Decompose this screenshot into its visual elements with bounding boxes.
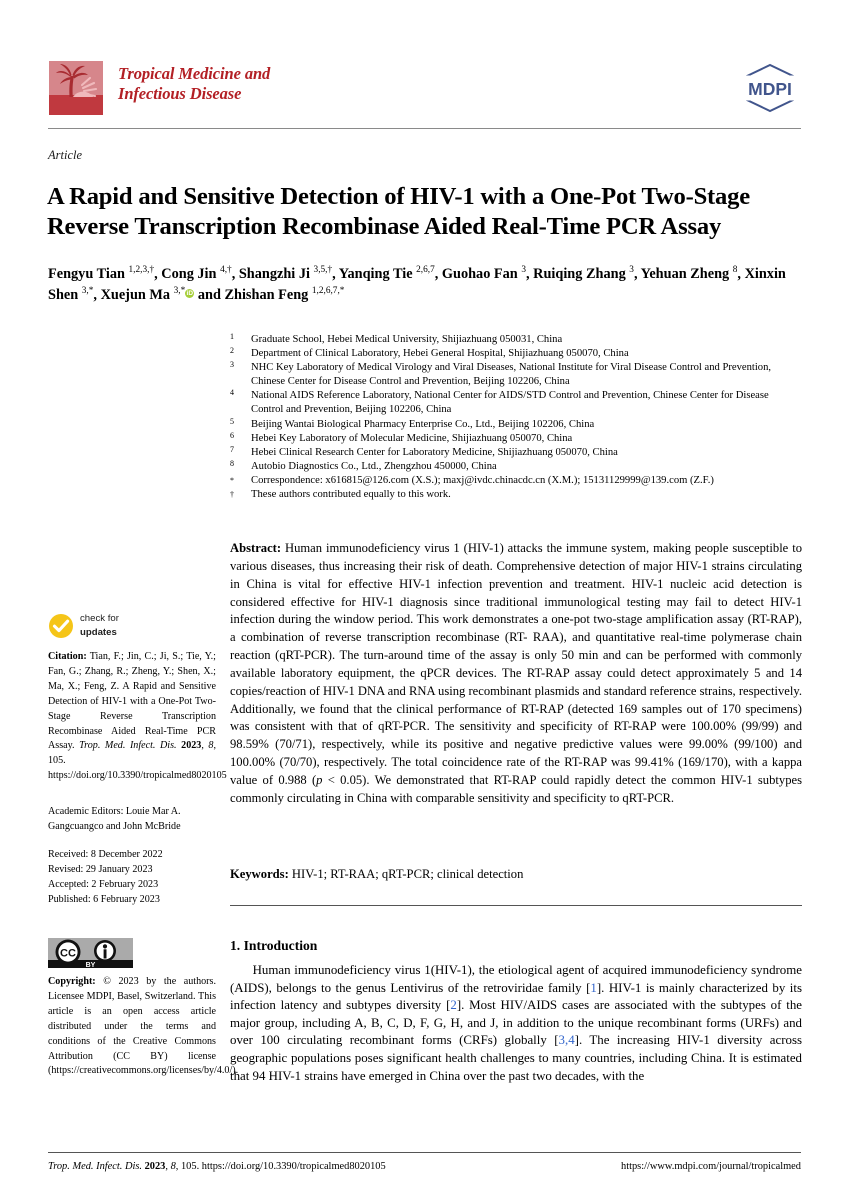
orcid-icon[interactable]: iD	[186, 290, 194, 297]
header-divider	[48, 128, 801, 129]
affiliation-row	[230, 347, 802, 361]
check-for-updates-label	[80, 612, 119, 639]
mdpi-logo-text: MDPI	[748, 79, 792, 99]
affiliation-text: These authors contributed equally to this work.	[251, 489, 451, 501]
citation-sep: ,	[201, 740, 209, 752]
cc-by-svg	[48, 938, 133, 968]
author-list	[48, 264, 803, 306]
author-affiliation-marks: 8	[732, 265, 738, 276]
publication-dates	[48, 848, 216, 908]
affiliation-text: NHC Key Laboratory of Medical Virology and Viral Diseases, National Institute for Viral Disease Control and Prevention, Chinese Center for Disease Control and Prevention, Beijing 102206, China	[251, 362, 772, 388]
keywords-divider	[230, 905, 802, 906]
author-separator: ,	[332, 266, 339, 282]
citation-label: Citation:	[48, 651, 87, 662]
affiliation-marker: 1	[230, 332, 234, 341]
affiliation-marker: 5	[230, 416, 234, 426]
cfu-line2: updates	[80, 626, 117, 638]
footer-divider	[48, 1152, 801, 1153]
paragraph-indent	[230, 963, 253, 977]
author-name: Cong Jin	[161, 266, 221, 282]
cc-text: CC	[60, 947, 76, 960]
affiliation-text: National AIDS Reference Laboratory, National Center for AIDS/STD Control and Prevention, Chinese Center for Disease Control and Prevention, Beijing 102206, China	[251, 390, 769, 416]
author-separator: ,	[737, 266, 745, 282]
author-affiliation-marks: 1,2,6,7,*	[311, 286, 345, 297]
affiliation-list	[230, 333, 802, 502]
affiliation-text: Graduate School, Hebei Medical University, Shijiazhuang 050031, China	[251, 334, 563, 345]
reference-link-3[interactable]: 3,4	[558, 1033, 575, 1048]
check-circle-icon	[48, 613, 74, 639]
journal-masthead	[48, 60, 801, 122]
journal-name-line2: Infectious Disease	[118, 84, 242, 103]
reference-link-1[interactable]: 1	[590, 980, 597, 995]
citation-volume: 8	[208, 740, 214, 752]
intro-text-1: Human immunodeficiency virus 1(HIV-1), the etiological agent of acquired immunodeficiency syndrome (AIDS), belongs to the genus Lentivirus of the retroviridae family [	[230, 963, 802, 995]
footer-year: 2023	[144, 1161, 166, 1172]
author-name: Xuejun Ma	[100, 287, 174, 303]
author-affiliation-marks: 3,*	[173, 286, 186, 297]
citation-block	[48, 650, 227, 784]
intro-text-3: ]. Most HIV/AIDS cases are associated with the subtypes of the major group, including A, B, C, D, F, G, H, and J, in addition to the unique recombinant forms (URFs) and over 100 circulating recombinant forms (CRFs) globally [	[230, 998, 802, 1048]
affiliation-marker: *	[230, 475, 234, 485]
author-name: Ruiqing Zhang	[533, 266, 630, 282]
affiliation-row	[230, 389, 802, 417]
footer-volume: 8	[170, 1161, 176, 1172]
affiliation-text: Hebei Key Laboratory of Molecular Medicine, Shijiazhuang 050070, China	[251, 432, 573, 444]
reference-link-2[interactable]: 2	[450, 998, 457, 1013]
author-affiliation-marks: 2,6,7	[416, 265, 435, 276]
journal-name-line1: Tropical Medicine and	[118, 64, 271, 83]
copyright-text: © 2023 by the authors. Licensee MDPI, Basel, Switzerland. This article is an open access article distributed under the terms and conditions of the Creative Commons Attribution (CC BY) license (https://creativecommons.org/licenses/by/4.0/).	[48, 976, 239, 1077]
affiliation-marker: 6	[230, 430, 234, 440]
affiliation-text: Hebei Clinical Research Center for Laboratory Medicine, Shijiazhuang 050070, China	[251, 446, 618, 458]
check-circle-svg	[48, 613, 74, 639]
affiliation-row	[230, 460, 802, 474]
article-type-label: Article	[48, 148, 83, 162]
author-separator: ,	[434, 266, 442, 282]
affiliation-row	[230, 333, 802, 347]
affiliation-row	[230, 418, 802, 432]
abstract-text-continued: < 0.05). We demonstrated that RT-RAP could rapidly detect the common HIV-1 subtypes commonly circulating in China with comparable sensitivity and specificity to qRT-PCR.	[230, 772, 802, 805]
affiliation-text: Autobio Diagnostics Co., Ltd., Zhengzhou 450000, China	[251, 460, 497, 472]
intro-text-2: ]. HIV-1 is mainly characterized by its infection latency and subtypes diversity [	[230, 980, 802, 1013]
check-for-updates-badge[interactable]	[48, 612, 168, 642]
author-affiliation-marks: 3,*	[81, 286, 94, 297]
footer-citation	[48, 1160, 386, 1174]
author-separator: ,	[93, 287, 101, 303]
affiliation-row	[230, 488, 802, 502]
affiliation-marker: 3	[230, 360, 234, 370]
publication-date-line: Published: 6 February 2023	[48, 893, 160, 905]
page-title: A Rapid and Sensitive Detection of HIV-1 with a One-Pot Two-Stage Reverse Transcription Recombinase Aided Real-Time PCR Assay	[47, 183, 750, 241]
keywords	[230, 866, 802, 884]
affiliation-row	[230, 432, 802, 446]
footer-journal-url[interactable]: https://www.mdpi.com/journal/tropicalmed	[621, 1161, 801, 1172]
introduction-paragraph	[230, 962, 802, 1085]
publication-date-line: Accepted: 2 February 2023	[48, 878, 159, 890]
footer-sep: ,	[165, 1161, 171, 1172]
publication-date-line: Revised: 29 January 2023	[48, 863, 153, 875]
citation-text: Tian, F.; Jin, C.; Ji, S.; Tie, Y.; Fan, G.; Zhang, R.; Zheng, Y.; Shen, X.; Ma, X.; Feng, Z. A Rapid and Sensitive Detection of HIV-1 with a One-Pot Two-Stage Reverse Transcription Recombinase Aided Real-Time PCR Assay.	[48, 651, 216, 752]
keywords-text: HIV-1; RT-RAA; qRT-PCR; clinical detection	[288, 867, 524, 881]
mdpi-logo-svg	[739, 62, 801, 114]
affiliation-row	[230, 474, 802, 488]
academic-editors: Academic Editors: Louie Mar A. Gangcuangco and John McBride	[48, 806, 181, 832]
palm-tree-svg	[49, 61, 103, 115]
abstract	[230, 540, 802, 808]
footer-journal-name: Trop. Med. Infect. Dis.	[48, 1161, 145, 1172]
author-affiliation-marks: 3	[521, 265, 526, 276]
cfu-line1: check for	[80, 613, 119, 624]
affiliation-text: Beijing Wantai Biological Pharmacy Enterprise Co., Ltd., Beijing 102206, China	[251, 418, 595, 430]
affiliation-row	[230, 361, 802, 389]
citation-year: 2023	[181, 740, 202, 752]
author-name: Xinxin Shen	[48, 266, 786, 303]
citation-page: , 105.	[48, 740, 216, 767]
creative-commons-by-icon[interactable]	[48, 938, 133, 968]
publication-date-line: Received: 8 December 2022	[48, 849, 163, 860]
author-name: Fengyu Tian	[48, 266, 129, 282]
author-name: Shangzhi Ji	[238, 266, 314, 282]
affiliation-row	[230, 446, 802, 460]
author-affiliation-marks: 3	[629, 265, 634, 276]
palm-tree-sunset-icon	[48, 60, 104, 116]
author-separator: ,	[154, 266, 162, 282]
journal-name	[118, 64, 270, 104]
citation-journal: Trop. Med. Infect. Dis.	[79, 740, 182, 752]
affiliation-marker: 7	[230, 444, 234, 454]
affiliation-marker: 2	[230, 346, 234, 356]
section-heading-introduction: 1. Introduction	[230, 938, 318, 953]
citation-doi[interactable]: https://doi.org/10.3390/tropicalmed8020105	[48, 770, 227, 782]
footer-doi[interactable]: , 105. https://doi.org/10.3390/tropicalmed8020105	[175, 1161, 386, 1172]
affiliation-marker: †	[230, 490, 234, 500]
author-separator: ,	[231, 266, 239, 282]
author-affiliation-marks: 3,5,†	[313, 265, 333, 276]
author-separator: and	[194, 287, 225, 303]
keywords-label: Keywords:	[230, 867, 289, 881]
author-affiliation-marks: 4,†	[220, 265, 232, 276]
affiliation-marker: 8	[230, 458, 234, 468]
by-text: BY	[85, 962, 96, 968]
author-name: Yehuan Zheng	[640, 266, 733, 282]
abstract-text: Human immunodeficiency virus 1 (HIV-1) attacks the immune system, making people susceptible to various diseases, thus increasing their risk of death. Comprehensive detection of major HIV-1 strains circulating in China is vital for effective HIV-1 infection prevention and treatment. HIV-1 nucleic acid detection is considered effective for HIV-1 diagnosis since traditional immunological testing may fail to detect HIV-1 infection during the window period. This work demonstrates a one-pot two-stage amplification assay (RT-RAP), a combination of reverse transcription recombinase (RT- RAA), and quantitative real-time polymerase chain reaction (qRT-PCR). The turn-around time of the assay is only 50 min and can be performed with commonly available laboratory equipment, the qPCR devices. The RT-RAP assay could detect approximately 5 and 14 copies/reaction of HIV-1 DNA and RNA using recombinant plasmids and standard reference strains, respectively. Additionally, we found that the clinical performance of RT-RAP (detected 169 samples out of 170 specimens) was consistent with that of qRT-PCR. The sensitivity and specificity of RT-RAP were 100.00% (99/99) and 98.59% (70/71), respectively, while its positive and negative predictive values were 99.00% (99/100) and 100.00% (70/70), respectively. The total coincidence rate of the RT-RAP was 99.41% (169/170), with a kappa value of 0.988 (	[230, 541, 802, 787]
copyright-block	[48, 975, 239, 1079]
abstract-p-value-symbol: p	[316, 772, 323, 787]
intro-text-4: ]. The increasing HIV-1 diversity across geographic populations poses significant health challenges to many countries, including China. It is estimated that 94 HIV-1 strains have emerged in China over the past two decades, with the	[230, 1033, 802, 1083]
author-name: Guohao Fan	[441, 266, 522, 282]
author-name: Zhishan Feng	[224, 287, 312, 303]
abstract-label: Abstract:	[230, 541, 282, 555]
author-separator: ,	[633, 266, 641, 282]
author-separator: ,	[525, 266, 534, 282]
affiliation-text: Correspondence: x616815@126.com (X.S.); maxj@ivdc.chinacdc.cn (X.M.); 15131129999@139.com (Z.F.)	[251, 474, 714, 486]
affiliation-text: Department of Clinical Laboratory, Hebei General Hospital, Shijiazhuang 050070, China	[251, 348, 629, 360]
author-name: Yanqing Tie	[338, 266, 417, 282]
mdpi-logo	[739, 62, 801, 114]
copyright-label: Copyright:	[48, 976, 96, 987]
affiliation-marker: 4	[230, 388, 234, 398]
author-affiliation-marks: 1,2,3,†	[128, 265, 155, 276]
